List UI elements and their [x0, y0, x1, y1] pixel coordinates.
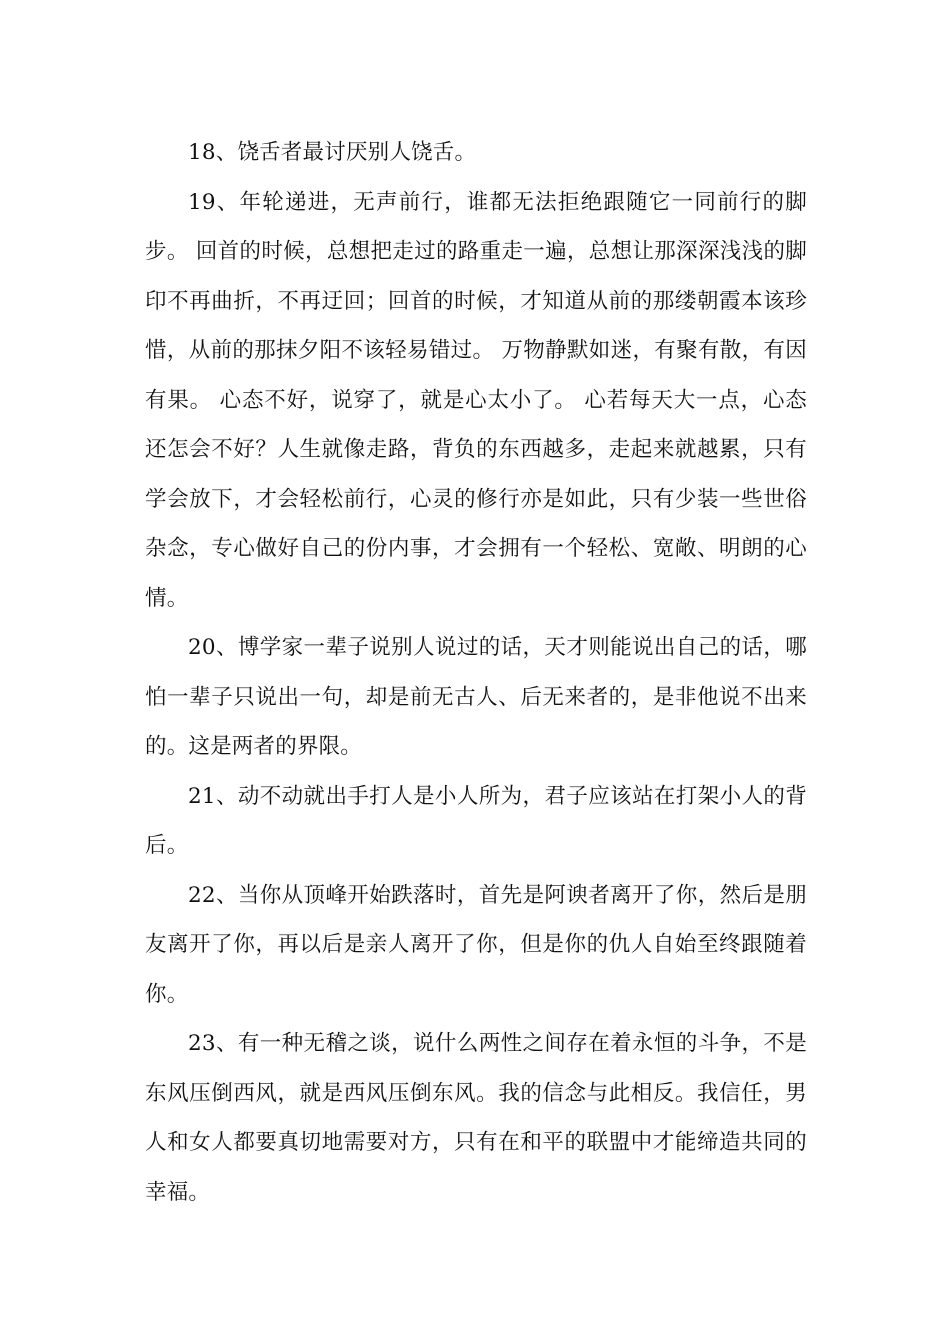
paragraph-23: 23、有一种无稽之谈，说什么两性之间存在着永恒的斗争，不是东风压倒西风，就是西风压倒东风。我的信念与此相反。我信任，男人和女人都要真切地需要对方，只有在和平的联盟中才能缔造共同的幸福。: [145, 1031, 807, 1205]
paragraph-18: 18、饶舌者最讨厌别人饶舌。: [188, 140, 477, 165]
paragraph-19: 19、年轮递进，无声前行，谁都无法拒绝跟随它一同前行的脚步。 回首的时候，总想把走过的路重走一遍，总想让那深深浅浅的脚印不再曲折，不再迂回；回首的时候，才知道从前的那缕朝霞本该珍惜，从前的那抹夕阳不该轻易错过。 万物静默如迷，有聚有散，有因有果。 心态不好，说穿了，就是心太小了。 心若每天大一点，心态还怎会不好？人生就像走路，背负的东西越多，走起来就越累，只有学会放下，才会轻松前行，心灵的修行亦是如此，只有少装一些世俗杂念，专心做好自己的份内事，才会拥有一个轻松、宽敞、明朗的心情。: [145, 189, 807, 611]
document-body: [145, 128, 807, 1217]
paragraph-21: 21、动不动就出手打人是小人所为，君子应该站在打架小人的背后。: [145, 783, 807, 858]
paragraph-22: 22、当你从顶峰开始跌落时，首先是阿谀者离开了你，然后是朋友离开了你，再以后是亲人离开了你，但是你的仇人自始至终跟随着你。: [145, 882, 807, 1007]
paragraph-20: 20、博学家一辈子说别人说过的话，天才则能说出自己的话，哪怕一辈子只说出一句，却是前无古人、后无来者的，是非他说不出来的。这是两者的界限。: [145, 635, 807, 759]
